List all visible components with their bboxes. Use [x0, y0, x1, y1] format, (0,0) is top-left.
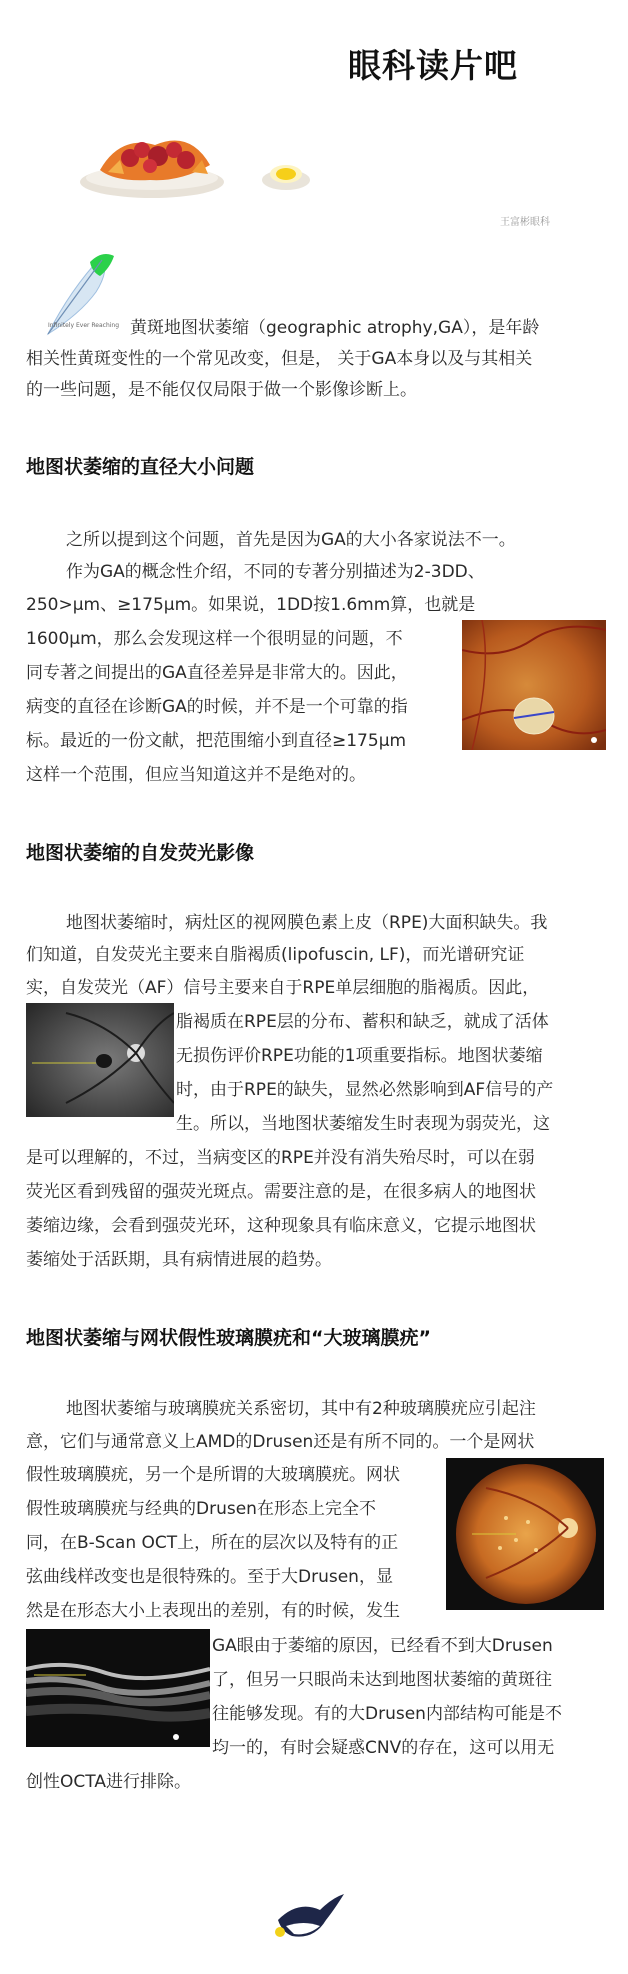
header-illustration — [60, 120, 320, 210]
section3-line-9: 了，但另一只眼尚未达到地图状萎缩的黄斑往 — [212, 1670, 552, 1690]
section3-line-3: 假性玻璃膜疣，另一个是所谓的大玻璃膜疣。网状 — [26, 1465, 400, 1485]
section2-line-6: 时，由于RPE的缺失，显然必然影响到AF信号的产 — [176, 1080, 554, 1100]
section-heading-autofluorescence: 地图状萎缩的自发荧光影像 — [26, 842, 255, 864]
autofluorescence-photo — [26, 1003, 174, 1117]
section3-line-11: 均一的，有时会疑惑CNV的存在，这可以用无 — [212, 1738, 555, 1758]
section3-line-7: 然是在形态大小上表现出的差别，有的时候，发生 — [26, 1601, 400, 1621]
page-title: 眼科读片吧 — [348, 46, 518, 85]
section1-line-5: 同专著之间提出的GA直径差异是非常大的。因此， — [26, 663, 408, 683]
section2-line-3: 实，自发荧光（AF）信号主要来自于RPE单层细胞的脂褐质。因此， — [26, 978, 540, 998]
section3-line-2: 意，它们与通常意义上AMD的Drusen还是有所不同的。一个是网状 — [26, 1432, 535, 1452]
section3-line-4: 假性玻璃膜疣与经典的Drusen在形态上完全不 — [26, 1499, 376, 1519]
section1-line-7: 标。最近的一份文献，把范围缩小到直径≥175μm — [26, 731, 407, 751]
intro-line-2: 相关性黄斑变性的一个常见改变，但是， 关于GA本身以及与其相关 — [26, 349, 533, 369]
section-heading-size: 地图状萎缩的直径大小问题 — [26, 456, 255, 478]
bird-illustration — [268, 1890, 348, 1950]
intro-line-3: 的一些问题，是不能仅仅局限于做一个影像诊断上。 — [26, 380, 417, 400]
section-heading-drusen: 地图状萎缩与网状假性玻璃膜疣和“大玻璃膜疣” — [26, 1327, 431, 1349]
section2-line-7: 生。所以，当地图状萎缩发生时表现为弱荧光，这 — [176, 1114, 550, 1134]
section2-line-8: 是可以理解的，不过，当病变区的RPE并没有消失殆尽时，可以在弱 — [26, 1148, 535, 1168]
section1-line-1: 之所以提到这个问题，首先是因为GA的大小各家说法不一。 — [66, 530, 516, 550]
section1-line-3: 250>μm、≥175μm。如果说，1DD按1.6mm算，也就是 — [26, 595, 476, 615]
section3-line-5: 同，在B-Scan OCT上，所在的层次以及特有的正 — [26, 1533, 399, 1553]
section1-line-2: 作为GA的概念性介绍，不同的专著分别描述为2-3DD、 — [66, 562, 485, 582]
intro-line-1: 黄斑地图状萎缩（geographic atrophy,GA），是年龄 — [130, 318, 540, 338]
section1-line-4: 1600μm，那么会发现这样一个很明显的问题，不 — [26, 629, 403, 649]
oct-bscan-image — [26, 1629, 210, 1747]
section3-line-12: 创性OCTA进行排除。 — [26, 1772, 191, 1792]
feather-signature: Infinitely Ever Reaching — [48, 322, 120, 329]
section2-line-5: 无损伤评价RPE功能的1项重要指标。地图状萎缩 — [176, 1046, 543, 1066]
section1-line-6: 病变的直径在诊断GA的时候，并不是一个可靠的指 — [26, 697, 408, 717]
fundus-photo — [462, 620, 606, 750]
section1-line-8: 这样一个范围，但应当知道这并不是绝对的。 — [26, 765, 366, 785]
section3-line-10: 往能够发现。有的大Drusen内部结构可能是不 — [212, 1704, 562, 1724]
section2-line-9: 荧光区看到残留的强荧光斑点。需要注意的是，在很多病人的地图状 — [26, 1182, 536, 1202]
section2-line-2: 们知道，自发荧光主要来自脂褐质(lipofuscin, LF)，而光谱研究证 — [26, 945, 525, 965]
section2-line-1: 地图状萎缩时，病灶区的视网膜色素上皮（RPE)大面积缺失。我 — [66, 913, 548, 933]
drusen-fundus-photo — [446, 1458, 604, 1610]
section2-line-4: 脂褐质在RPE层的分布、蓄积和缺乏，就成了活体 — [176, 1012, 549, 1032]
section2-line-11: 萎缩处于活跃期，具有病情进展的趋势。 — [26, 1250, 332, 1270]
section3-line-1: 地图状萎缩与玻璃膜疣关系密切，其中有2种玻璃膜疣应引起注 — [66, 1399, 536, 1419]
section3-line-8: GA眼由于萎缩的原因，已经看不到大Drusen — [212, 1636, 553, 1656]
section2-line-10: 萎缩边缘，会看到强荧光环，这种现象具有临床意义，它提示地图状 — [26, 1216, 536, 1236]
section3-line-6: 弦曲线样改变也是很特殊的。至于大Drusen，显 — [26, 1567, 393, 1587]
header-watermark: 王富彬眼科 — [500, 217, 550, 228]
